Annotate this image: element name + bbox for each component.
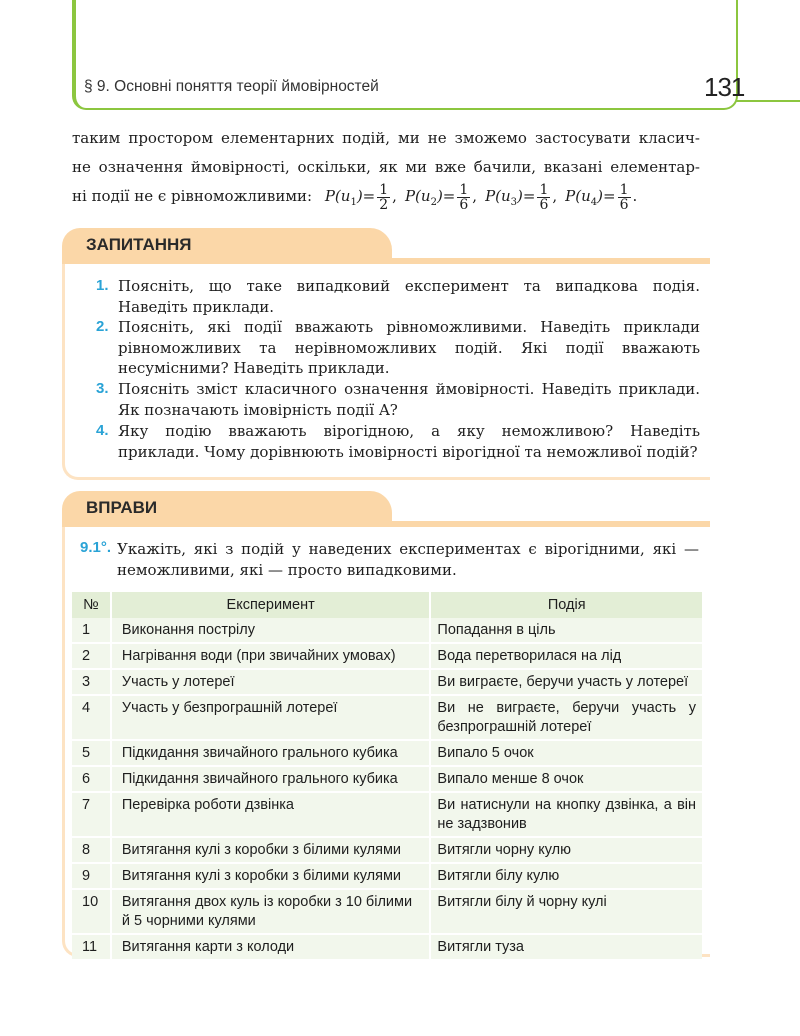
row-number: 5 <box>72 740 111 766</box>
table-row <box>72 695 702 740</box>
question-text: Поясніть, що таке випадковий експеримент та випадкова подія. Наведіть приклади. <box>118 277 700 316</box>
table-row <box>72 889 702 934</box>
row-number: 9 <box>72 863 111 889</box>
questions-title: ЗАПИТАННЯ <box>86 235 192 254</box>
table-row <box>72 669 702 695</box>
exercise-number: 9.1°. <box>80 539 112 556</box>
exercises-title: ВПРАВИ <box>86 498 158 517</box>
row-number: 1 <box>72 618 111 643</box>
intro-paragraph <box>72 124 700 217</box>
question-item <box>96 379 700 420</box>
page-number: 131 <box>704 72 745 102</box>
header-event: Подія <box>430 592 702 618</box>
header-rule <box>736 100 800 102</box>
event-cell: Витягли білу й чорну кулі <box>430 889 702 934</box>
row-number: 4 <box>72 695 111 740</box>
experiment-cell: Нагрівання води (при звичайних умовах) <box>111 643 431 669</box>
table-row <box>72 837 702 863</box>
question-text: Поясніть зміст класичного означення ймовірності. Наведіть приклади. Як позначають імовірність події A? <box>118 380 700 419</box>
question-item <box>96 317 700 379</box>
experiment-cell: Виконання пострілу <box>111 618 431 643</box>
chapter-title: § 9. Основні поняття теорії ймовірностей <box>84 78 379 95</box>
event-cell: Випало менше 8 очок <box>430 766 702 792</box>
event-cell: Витягли чорну кулю <box>430 837 702 863</box>
experiment-cell: Участь у безпрограшній лотереї <box>111 695 431 740</box>
experiment-cell: Підкидання звичайного грального кубика <box>111 740 431 766</box>
row-number: 8 <box>72 837 111 863</box>
event-cell: Ви виграєте, беручи участь у лотереї <box>430 669 702 695</box>
intro-line-1: таким простором елементарних подій, ми не зможемо застосувати класич- <box>72 129 700 147</box>
experiment-cell: Витягання карти з колоди <box>111 934 431 960</box>
row-number: 11 <box>72 934 111 960</box>
question-text: Поясніть, які події вважають рівноможливими. Наведіть приклади рівноможливих та нерівноможливих подій. Які події вважають несумісними? Наведіть приклади. <box>118 318 700 377</box>
event-cell: Випало 5 очок <box>430 740 702 766</box>
experiment-cell: Участь у лотереї <box>111 669 431 695</box>
question-item <box>96 276 700 317</box>
event-cell: Вода перетворилася на лід <box>430 643 702 669</box>
intro-line-3 <box>72 182 700 217</box>
exercises-header <box>62 491 710 527</box>
table-row <box>72 863 702 889</box>
event-cell: Попадання в ціль <box>430 618 702 643</box>
table-row <box>72 934 702 960</box>
table-row <box>72 618 702 643</box>
formula-term: $P(u_1)=$ $\frac{1}{2}$ , <box>324 181 397 213</box>
probability-formula <box>317 181 638 213</box>
header-number: № <box>72 592 111 618</box>
question-number: 3. <box>96 380 109 397</box>
exercise-text: Укажіть, які з подій у наведених експериментах є вірогідними, які — неможливими, які — просто випадковими. <box>117 540 699 579</box>
intro-line-3-text: ні події не є рівноможливими: <box>72 187 313 205</box>
intro-line-2: не означення ймовірності, оскільки, як ми вже бачили, вказані елементар- <box>72 158 700 176</box>
questions-header <box>62 228 710 264</box>
question-number: 1. <box>96 277 109 294</box>
table-row <box>72 740 702 766</box>
event-cell: Витягли туза <box>430 934 702 960</box>
row-number: 7 <box>72 792 111 837</box>
question-item <box>96 421 700 462</box>
row-number: 6 <box>72 766 111 792</box>
row-number: 2 <box>72 643 111 669</box>
formula-term: $P(u_2)=$ $\frac{1}{6}$ , <box>404 181 478 213</box>
experiment-cell: Підкидання звичайного грального кубика <box>111 766 431 792</box>
experiment-cell: Витягання двох куль із коробки з 10 білими й 5 чорними кулями <box>111 889 431 934</box>
events-table <box>72 592 702 961</box>
experiment-cell: Витягання кулі з коробки з білими кулями <box>111 837 431 863</box>
formula-term: $P(u_4)=$ $\frac{1}{6}$ . <box>565 181 638 213</box>
question-number: 2. <box>96 318 109 335</box>
table-row <box>72 643 702 669</box>
event-cell: Витягли білу кулю <box>430 863 702 889</box>
formula-term: $P(u_3)=$ $\frac{1}{6}$ , <box>485 181 558 213</box>
question-text: Яку подію вважають вірогідною, а яку неможливою? Наведіть приклади. Чому дорівнюють імовірності вірогідної та неможливої подій? <box>118 422 700 461</box>
table-header-row <box>72 592 702 618</box>
question-number: 4. <box>96 422 109 439</box>
event-cell: Ви не виграєте, беручи участь у безпрограшній лотереї <box>430 695 702 740</box>
event-cell: Ви натиснули на кнопку дзвінка, а він не задзвонив <box>430 792 702 837</box>
row-number: 10 <box>72 889 111 934</box>
table-row <box>72 766 702 792</box>
header-experiment: Експеримент <box>111 592 431 618</box>
row-number: 3 <box>72 669 111 695</box>
experiment-cell: Витягання кулі з коробки з білими кулями <box>111 863 431 889</box>
experiment-cell: Перевірка роботи дзвінка <box>111 792 431 837</box>
table-row <box>72 792 702 837</box>
